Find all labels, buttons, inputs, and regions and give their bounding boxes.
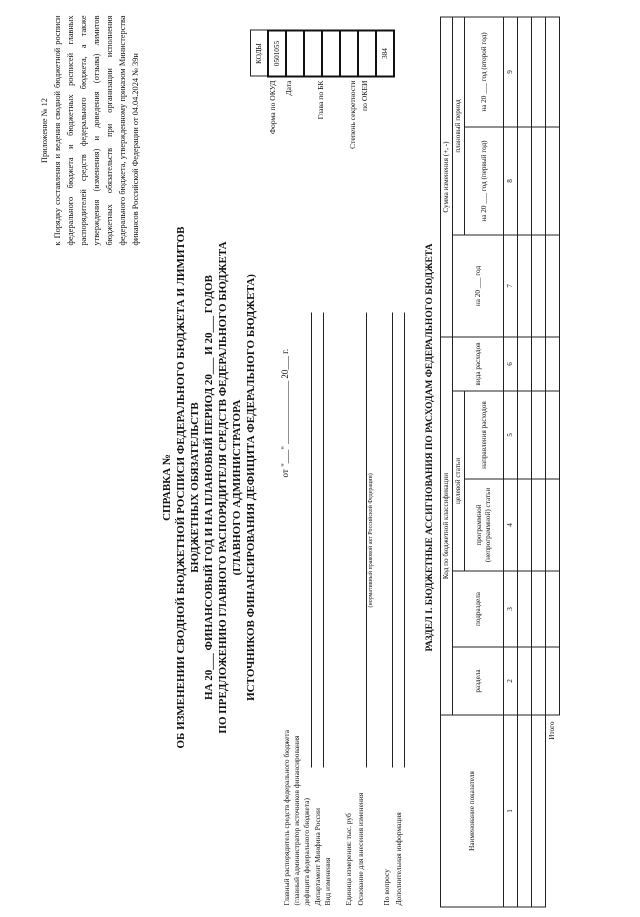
- column-numbers-row: [504, 17, 518, 907]
- col-direction: направления расходов: [465, 391, 504, 479]
- cell: [532, 235, 546, 337]
- field-chief-manager-line: [311, 312, 312, 767]
- cell: [532, 127, 546, 235]
- col-type: вида расходов: [453, 337, 504, 391]
- field-chief-manager-line2: (главный администратор источников финансирования: [291, 735, 301, 905]
- cell: [518, 571, 532, 647]
- col-plan-group: плановый период: [453, 17, 465, 235]
- col-y2: на 20 ___ год (второй год): [465, 17, 504, 127]
- field-department: Департамент Минфина России: [313, 807, 322, 905]
- table-row: [532, 17, 546, 907]
- cell: [546, 479, 560, 571]
- col-number: 9: [504, 17, 518, 127]
- secrecy-value: [358, 30, 376, 76]
- field-basis-line: [366, 312, 367, 767]
- cell: [532, 479, 546, 571]
- col-number: 1: [504, 715, 518, 907]
- cell: [518, 715, 532, 907]
- cell: [518, 17, 532, 127]
- table-row: [518, 17, 532, 907]
- col-y1: на 20 ___ год (первый год): [465, 127, 504, 235]
- okud-label: Форма по ОКУД: [268, 80, 277, 134]
- cell: [518, 479, 532, 571]
- cell: [532, 391, 546, 479]
- col-number: 7: [504, 235, 518, 337]
- field-chief-manager-line3: дефицита федерального бюджета): [301, 797, 311, 905]
- secrecy-label: Степень секретности: [348, 80, 357, 149]
- cell: [518, 337, 532, 391]
- section-title: РАЗДЕЛ I. БЮДЖЕТНЫЕ АССИГНОВАНИЯ ПО РАСХОДАМ ФЕДЕРАЛЬНОГО БЮДЖЕТА: [425, 242, 435, 652]
- field-additional-line: [404, 312, 405, 767]
- date-label: Дата: [284, 80, 293, 96]
- cell: [546, 337, 560, 391]
- col-number: 8: [504, 127, 518, 235]
- okei-value: 384: [376, 30, 394, 76]
- cell: [518, 127, 532, 235]
- cell: [518, 235, 532, 337]
- appendix-text: к Порядку составления и ведения сводной бюджетной росписи федерального бюджета и бюджетных росписей главных распорядителей средств федерального бюджета, а также утверждения (изменения) и доведения (отзыва) лимитов бюджетных обязательств при организации исполнения федерального бюджета, утвержденному приказом Министерства финансов Российской Федерации от 04.04.2024 № 39н: [53, 15, 140, 245]
- okei-label: по ОКЕИ: [360, 80, 369, 111]
- total-row: [546, 17, 560, 907]
- cell: [532, 571, 546, 647]
- field-department-line: [323, 312, 324, 767]
- cell: [546, 127, 560, 235]
- cell: [532, 17, 546, 127]
- col-number: 6: [504, 337, 518, 391]
- document-title: [160, 217, 258, 757]
- col-number: 5: [504, 391, 518, 479]
- col-sum-group: Сумма изменения (+, -): [441, 17, 453, 337]
- normative-note: (нормативный правовой акт Российской Федерации): [368, 472, 374, 607]
- title-line-4: ПО ПРЕДЛОЖЕНИЮ ГЛАВНОГО РАСПОРЯДИТЕЛЯ СРЕДСТВ ФЕДЕРАЛЬНОГО БЮДЖЕТА (ГЛАВНОГО АДМИНИСТРАТОРА: [217, 240, 243, 734]
- title-line-2: ОБ ИЗМЕНЕНИИ СВОДНОЙ БЮДЖЕТНОЙ РОСПИСИ ФЕДЕРАЛЬНОГО БЮДЖЕТА И ЛИМИТОВ БЮДЖЕТНЫХ ОБЯЗАТЕЛЬСТВ: [175, 226, 201, 749]
- budget-table: [440, 16, 560, 907]
- codes-table: [250, 29, 395, 77]
- title-line-5: ИСТОЧНИКОВ ФИНАНСИРОВАНИЯ ДЕФИЦИТА ФЕДЕРАЛЬНОГО БЮДЖЕТА): [245, 273, 257, 701]
- col-razdel: раздела: [453, 647, 504, 715]
- field-chief-manager-line1: Главный распорядитель средств федерального бюджета: [282, 729, 291, 905]
- cell: [532, 715, 546, 907]
- cell: [518, 391, 532, 479]
- codes-header: КОДЫ: [251, 30, 269, 76]
- blank-value-1: [322, 30, 340, 76]
- field-question-line: [392, 312, 393, 767]
- total-label: Итого: [548, 721, 557, 740]
- cell: [546, 647, 560, 715]
- field-unit: Единица измерения: тыс. руб: [344, 812, 353, 905]
- cell: [546, 235, 560, 337]
- title-line-1: СПРАВКА №: [161, 453, 173, 521]
- cell: [518, 647, 532, 715]
- col-number: 2: [504, 647, 518, 715]
- appendix-note: [38, 15, 142, 245]
- cell: [546, 391, 560, 479]
- col-podrazdel: подраздела: [453, 571, 504, 647]
- col-number: 3: [504, 571, 518, 647]
- field-change-type: Вид изменения: [323, 857, 332, 905]
- col-year: на 20 ___ год: [453, 235, 504, 337]
- col-program: программной (непрограммной) статьи: [465, 479, 504, 571]
- field-additional: Дополнительная информация: [394, 811, 403, 905]
- bk-value: [304, 30, 322, 76]
- field-basis: Основание для внесения изменения: [356, 792, 365, 905]
- blank-value-2: [340, 30, 358, 76]
- col-name-header: Наименование показателя: [441, 715, 504, 907]
- field-question: По вопросу: [382, 868, 391, 905]
- okud-value: 0501055: [268, 30, 286, 76]
- cell: [532, 647, 546, 715]
- cell: [546, 571, 560, 647]
- appendix-number: Приложение № 12: [40, 97, 49, 163]
- cell: [546, 17, 560, 127]
- col-target-group: целевой статьи: [453, 391, 465, 571]
- title-line-3: НА 20___ ФИНАНСОВЫЙ ГОД И НА ПЛАНОВЫЙ ПЕРИОД 20___ И 20___ ГОДОВ: [203, 274, 215, 700]
- cell: [532, 337, 546, 391]
- col-code-group: Код по бюджетной классификации: [441, 337, 453, 715]
- date-value: [286, 30, 304, 76]
- bk-label: Глава по БК: [316, 80, 325, 119]
- field-chief-manager: [282, 729, 311, 905]
- date-line: от "___" ______________ 20___ г.: [280, 348, 290, 477]
- col-number: 4: [504, 479, 518, 571]
